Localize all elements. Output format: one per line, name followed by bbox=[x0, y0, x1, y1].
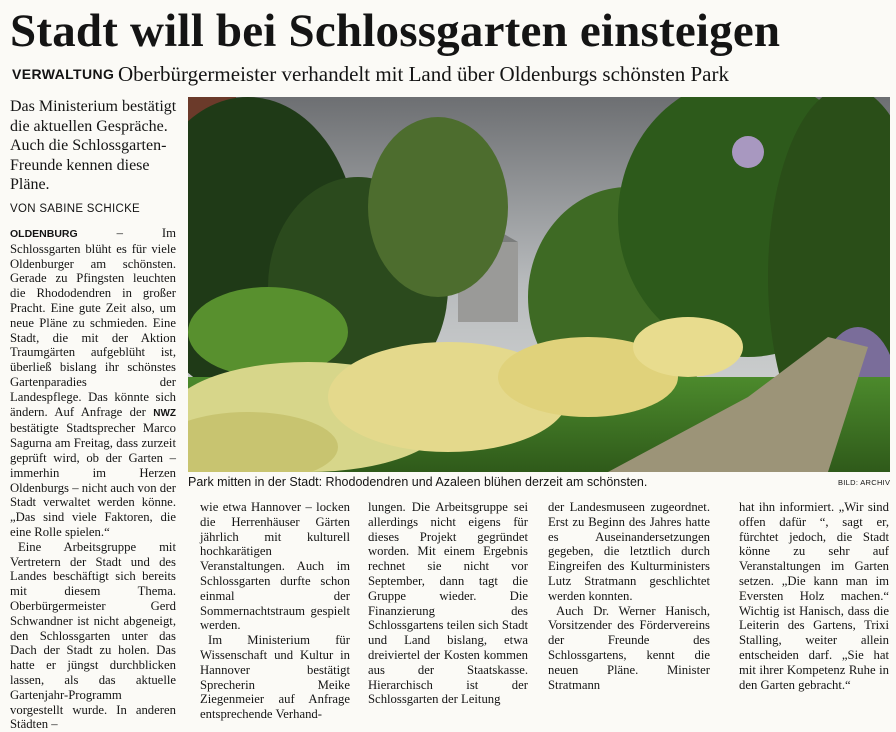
byline: VON SABINE SCHICKE bbox=[10, 203, 141, 215]
article-column-4 bbox=[548, 500, 710, 692]
headline: Stadt will bei Schlossgarten einsteigen bbox=[10, 5, 781, 57]
photo-caption: Park mitten in der Stadt: Rhododendren und Azaleen blühen derzeit am schönsten. bbox=[188, 475, 648, 489]
article-column-5 bbox=[739, 500, 889, 692]
body-paragraph: der Landesmuseen zugeordnet. Erst zu Beginn des Jahres hatte es Auseinandersetzungen gegeben, die letztlich durch Eingreifen des Kulturministers Lutz Stratmann geschlichtet werden konnten. bbox=[548, 500, 710, 603]
body-paragraph: Auch Dr. Werner Hanisch, Vorsitzender des Fördervereins der Freunde des Schlossgartens, kennt die neuen Pläne. Minister Stratmann bbox=[548, 603, 710, 692]
photo-credit: BILD: ARCHIV bbox=[838, 478, 891, 487]
kicker-label: VERWALTUNG bbox=[12, 66, 115, 82]
nwz-logo-text: NWZ bbox=[153, 407, 176, 419]
park-photo-image bbox=[188, 97, 890, 472]
lead-paragraph: Das Ministerium bestätigt die aktuellen Gespräche. Auch die Schlossgarten-Freunde kennen diese Pläne. bbox=[10, 98, 177, 193]
body-text: – Im Schlossgarten blüht es für viele Oldenburger am schönsten. Gerade zu Pfingsten leuchten die Rhododendren in großer Pracht. Eine gute Zeit also, um neue Pläne zu schmieden. Eine Stadt, die mit der Aktion Traumgärten aufgeblüht ist, überließ bislang ihr schönstes Gartenparadies der Landespflege. Das könnte sich ändern. Auf Anfrage der bbox=[10, 226, 176, 419]
subheadline: Oberbürgermeister verhandelt mit Land über Oldenburgs schönsten Park bbox=[118, 62, 729, 86]
body-paragraph: hat ihn informiert. „Wir sind offen dafür “, sagt er, fürchtet jedoch, die Stadt könne zu sehr auf Veranstaltungen im Garten setzen. „Die kann man im Eversten Holz machen.“ Wichtig ist Hanisch, dass die Leiterin des Gartens, Trixi Stalling, weiter allein entscheiden darf. „Sie hat mit ihrer Kompetenz Ruhe in den Garten gebracht.“ bbox=[739, 500, 889, 692]
body-paragraph: wie etwa Hannover – locken die Herrenhäuser Gärten jährlich mit kulturell hochkarätigen Veranstaltungen. Auch im Schlossgarten durfte schon einmal der Sommernachtstraum gespielt werden. bbox=[200, 500, 350, 633]
article-column-1 bbox=[10, 226, 176, 732]
body-paragraph: lungen. Die Arbeitsgruppe sei allerdings nicht eigens für dieses Projekt gegründet worden. Mit einem Ergebnis rechnet sie nicht vor September, dann tagt die Gruppe wieder. Die Finanzierung des Schlossgartens teilen sich Stadt und Land bislang, etwa dreiviertel der Kosten kommen aus der Staatskasse. Hierarchisch ist der Schlossgarten der Leitung bbox=[368, 500, 528, 707]
park-photo bbox=[188, 97, 890, 472]
article-column-2 bbox=[200, 500, 350, 722]
body-text: bestätigte Stadtsprecher Marco Sagurna am Freitag, dass zurzeit geprüft wird, ob der Garten – immerhin im Herzen Oldenburgs – nicht auch von der Stadt verwaltet werden könne. „Das sind viele Faktoren, die eine Rolle spielen.“ bbox=[10, 421, 176, 539]
body-paragraph: Im Ministerium für Wissenschaft und Kultur in Hannover bestätigt Sprecherin Meike Ziegenmeier auf Anfrage entsprechende Verhand- bbox=[200, 633, 350, 722]
article-column-3 bbox=[368, 500, 528, 707]
dateline: OLDENBURG bbox=[10, 228, 78, 240]
body-paragraph: Eine Arbeitsgruppe mit Vertretern der Stadt und des Landes beschäftigt sich bereits mit diesem Thema. Oberbürgermeister Gerd Schwandner ist nicht abgeneigt, den Schlossgarten unter das Dach der Stadt zu holen. Das hatte er jüngst durchblicken lassen, als das aktuelle Gartenjahr-Programm vorgestellt wurde. In anderen Städten – bbox=[10, 539, 176, 732]
